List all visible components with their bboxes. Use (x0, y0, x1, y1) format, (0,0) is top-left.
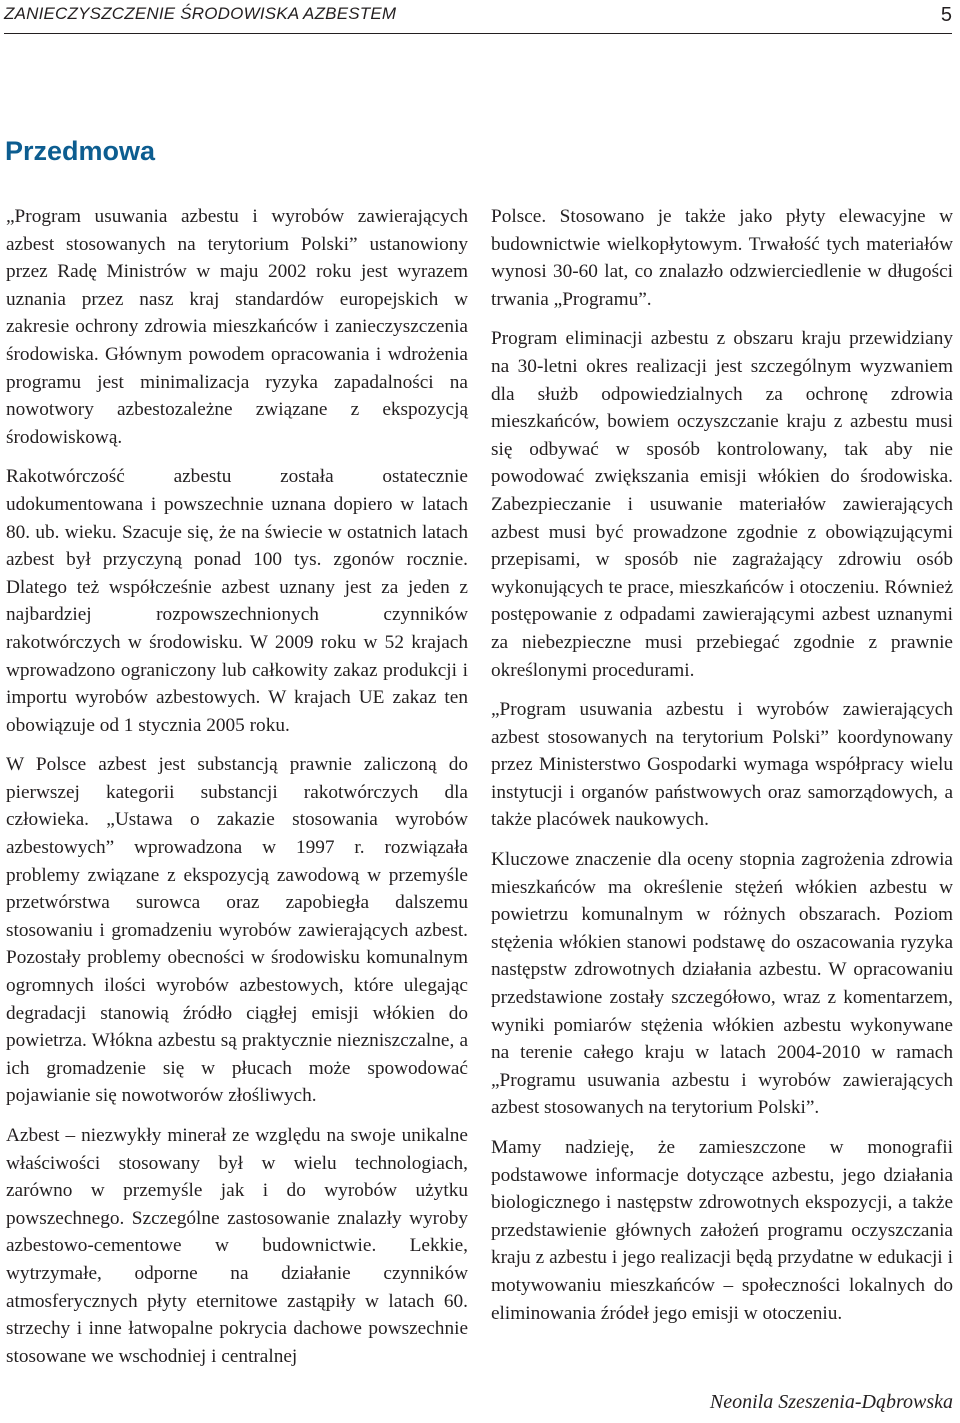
running-title: ZANIECZYSZCZENIE ŚRODOWISKA AZBESTEM (4, 4, 397, 23)
paragraph: Polsce. Stosowano je także jako płyty elewacyjne w budownictwie wielkopłytowym. Trwałość tych materiałów wynosi 30-60 lat, co znalazło odzwierciedlenie w długości trwania „Programu”. (491, 206, 953, 310)
author-signature: Neonila Szeszenia-Dąbrowska (709, 1391, 953, 1413)
page-number: 5 (940, 4, 952, 26)
paragraph: „Program usuwania azbestu i wyrobów zawierających azbest stosowanych na terytorium Polski” koordynowany przez Ministerstwo Gospodarki wymaga współpracy wielu instytucji i organów państwowych oraz samorządowych, a także placówek naukowych. (491, 699, 953, 831)
page-header (4, 0, 952, 34)
paragraph: Azbest – niezwykły minerał ze względu na swoje unikalne właściwości stosowany był w wielu technologiach, zarówno w przemyśle jak i do wyrobów użytku powszechnego. Szczególne zastosowanie znalazły wyroby azbestowo-cementowe w budownictwie. Lekkie, wytrzymałe, odporne na działanie czynników atmosferycznych płyty eternitowe zastąpiły w latach 60. strzechy i inne łatwopalne pokrycia dachowe powszechnie stosowane we wschodniej i centralnej (6, 1125, 468, 1367)
section-title: Przedmowa (5, 136, 156, 166)
paragraph: „Program usuwania azbestu i wyrobów zawierających azbest stosowanych na terytorium Polski” ustanowiony przez Radę Ministrów w maju 2002 roku jest wyrazem uznania przez nasz kraj standardów europejskich w zakresie ochrony zdrowia mieszkańców i zanieczyszczenia środowiska. Głównym powodem opracowania i wdrożenia programu jest minimalizacja ryzyka zapadalności na nowotwory azbestozależne związane z ekspozycją środowiskową. (6, 206, 468, 448)
paragraph: W Polsce azbest jest substancją prawnie zaliczoną do pierwszej kategorii substancji rakotwórczych dla człowieka. „Ustawa o zakazie stosowania wyrobów azbestowych” wprowadzona w 1997 r. rozwiązała problemy związane z ekspozycją zawodową w przemyśle przetwórstwa surowca oraz zapobiegła dalszemu stosowaniu i gromadzeniu wyrobów zawierających azbest. Pozostały problemy obecności w środowisku komunalnym ogromnych ilości wyrobów azbestowych, które ulegając degradacji stanowią źródło ciągłej emisji włókien do powietrza. Włókna azbestu są praktycznie niezniszczalne, a ich gromadzenie się w płucach może spowodować pojawianie się nowotworów złośliwych. (6, 754, 468, 1107)
left-column (6, 203, 468, 1382)
right-column (491, 203, 953, 1339)
paragraph: Program eliminacji azbestu z obszaru kraju przewidziany na 30-letni okres realizacji jest szczególnym wyzwaniem dla służb odpowiedzialnych za ochronę zdrowia mieszkańców, bowiem oczyszczanie kraju z azbestu musi się odbywać w sposób kontrolowany, tak aby nie powodować zwiększania emisji włókien do środowiska. Zabezpieczanie i usuwanie materiałów zawierających azbest musi być prowadzone zgodnie z obowiązującymi przepisami, w sposób nie zagrażający zdrowiu osób wykonujących te prace, mieszkańców i otoczeniu. Również postępowanie z odpadami zawierającymi azbest uznanymi za niebezpieczne musi przebiegać zgodnie z prawnie określonymi procedurami. (491, 328, 953, 681)
paragraph: Rakotwórczość azbestu została ostatecznie udokumentowana i powszechnie uznana dopiero w latach 80. ub. wieku. Szacuje się, że na świecie w ostatnich latach azbest był przyczyną ponad 100 tys. zgonów rocznie. Dlatego też współcześnie azbest uznany jest za jeden z najbardziej rozpowszechnionych czynników rakotwórczych w środowisku. W 2009 roku w 52 krajach wprowadzono ograniczony lub całkowity zakaz produkcji i importu wyrobów azbestowych. W krajach UE zakaz ten obowiązuje od 1 stycznia 2005 roku. (6, 466, 468, 736)
header-rule (4, 33, 952, 34)
paragraph: Kluczowe znaczenie dla oceny stopnia zagrożenia zdrowia mieszkańców ma określenie stężeń włókien azbestu w powietrzu komunalnym w różnych obszarach. Poziom stężenia włókien stanowi podstawę do oszacowania ryzyka następstw zdrowotnych działania azbestu. W opracowaniu przedstawione zostały szczegółowo, wraz z komentarzem, wyniki pomiarów stężenia włókien azbestu wykonywane na terenie całego kraju w latach 2004-2010 w ramach „Programu usuwania azbestu i wyrobów zawierających azbest stosowanych na terytorium Polski”. (491, 849, 953, 1119)
paragraph: Mamy nadzieję, że zamieszczone w monografii podstawowe informacje dotyczące azbestu, jego działania biologicznego i następstw zdrowotnych ekspozycji, a także przedstawienie głównych założeń programu oczyszczania kraju z azbestu i jego realizacji będą przydatne w edukacji i motywowaniu mieszkańców – społeczności lokalnych do eliminowania źródeł jego emisji w otoczeniu. (491, 1137, 953, 1324)
